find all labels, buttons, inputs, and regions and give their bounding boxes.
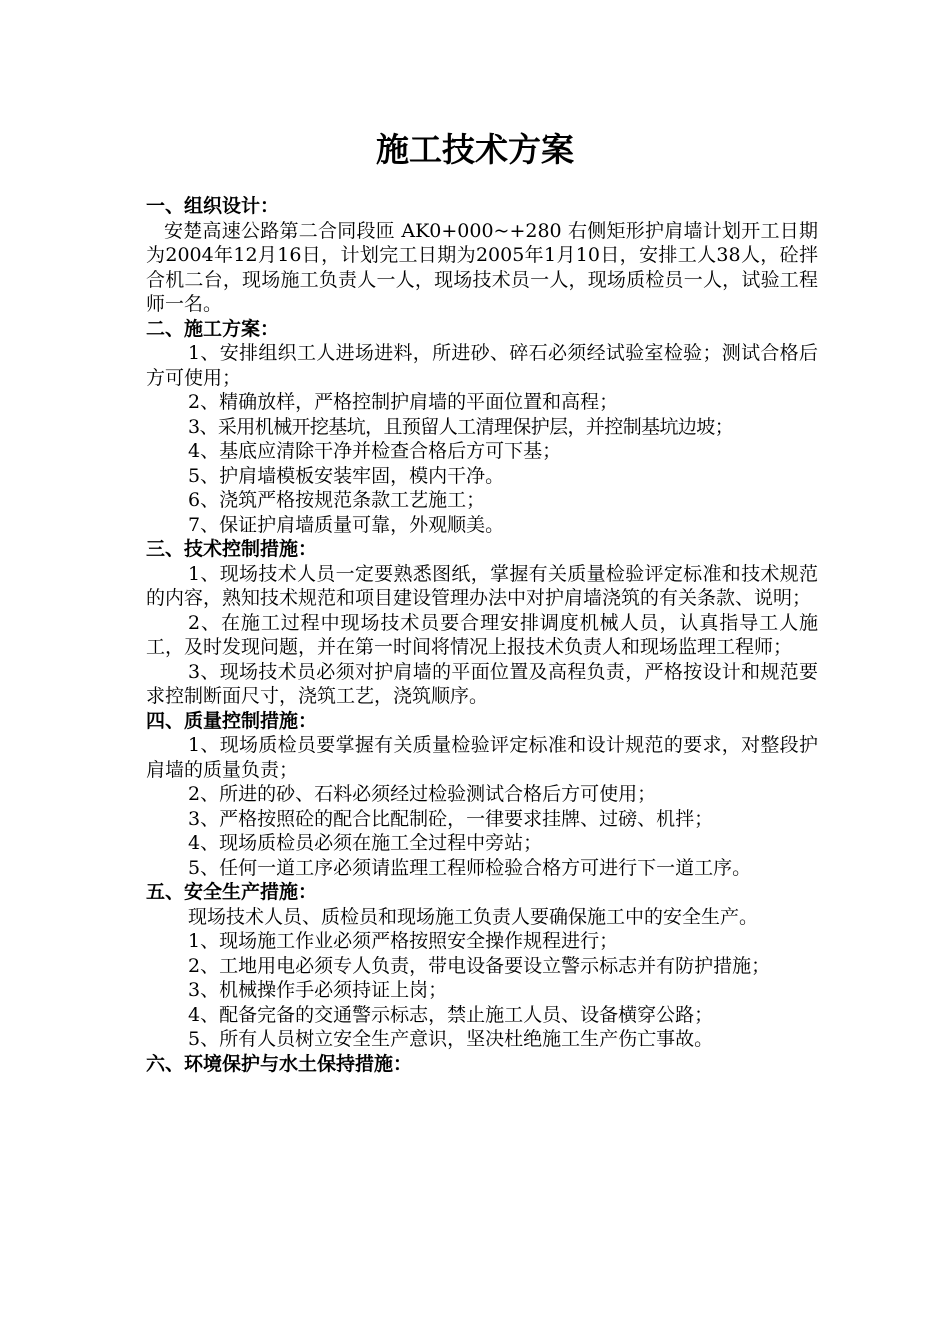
document-title: 施工技术方案 (376, 130, 574, 169)
paragraph: 安楚高速公路第二合同段匝 AK0+000~+280 右侧矩形护肩墙计划开工日期为2004年12月16日，计划完工日期为2005年1月10日，安排工人38人，砼拌合机二台，现场施工负责人一人，现场技术员一人，现场质检员一人，试验工程师一名。 (146, 219, 818, 315)
section-organization (146, 194, 818, 317)
paragraph: 7、保证护肩墙质量可靠，外观顺美。 (188, 513, 505, 536)
section-heading: 一、组织设计： (146, 195, 280, 217)
paragraph: 5、护肩墙模板安装牢固，模内干净。 (188, 464, 505, 487)
section-heading: 五、安全生产措施： (146, 881, 318, 903)
paragraph: 现场技术人员、质检员和现场施工负责人要确保施工中的安全生产。 (188, 905, 759, 928)
paragraph: 5、所有人员树立安全生产意识，坚决杜绝施工生产伤亡事故。 (188, 1028, 714, 1050)
paragraph: 1、现场技术人员一定要熟悉图纸，掌握有关质量检验评定标准和技术规范的内容，熟知技术规范和项目建设管理办法中对护肩墙浇筑的有关条款、说明； (146, 562, 818, 609)
paragraph: 3、机械操作手必须持证上岗； (188, 979, 448, 1001)
paragraph: 2、精确放样，严格控制护肩墙的平面位置和高程； (188, 391, 619, 413)
paragraph: 2、工地用电必须专人负责，带电设备要设立警示标志并有防护措施； (188, 954, 771, 977)
paragraph: 4、配备完备的交通警示标志，禁止施工人员、设备横穿公路； (188, 1003, 714, 1026)
section-quality-control (146, 709, 818, 881)
section-heading: 二、施工方案： (146, 317, 280, 340)
document-body (146, 194, 818, 1076)
paragraph: 3、采用机械开挖基坑，且预留人工清理保护层，并控制基坑边坡； (188, 415, 734, 438)
section-heading: 三、技术控制措施： (146, 538, 318, 560)
paragraph: 2、所进的砂、石料必须经过检验测试合格后方可使用； (188, 783, 657, 805)
section-technical-control (146, 537, 818, 709)
paragraph: 6、浇筑严格按规范条款工艺施工； (188, 489, 486, 511)
paragraph: 1、现场施工作业必须严格按照安全操作规程进行； (188, 930, 619, 952)
paragraph: 5、任何一道工序必须请监理工程师检验合格方可进行下一道工序。 (188, 856, 752, 879)
section-heading: 四、质量控制措施： (146, 709, 318, 732)
paragraph: 3、严格按照砼的配合比配制砼，一律要求挂牌、过磅、机拌； (188, 807, 714, 830)
paragraph: 1、现场质检员要掌握有关质量检验评定标准和设计规范的要求，对整段护肩墙的质量负责； (146, 734, 818, 781)
section-construction-plan (146, 317, 818, 538)
section-heading: 六、环境保护与水土保持措施： (146, 1052, 413, 1075)
paragraph: 1、安排组织工人进场进料，所进砂、碎石必须经试验室检验；测试合格后方可使用； (146, 342, 818, 389)
paragraph: 4、基底应清除干净并检查合格后方可下基； (188, 440, 562, 462)
paragraph: 4、现场质检员必须在施工全过程中旁站； (188, 832, 543, 854)
section-safety (146, 880, 818, 1052)
paragraph: 2、在施工过程中现场技术员要合理安排调度机械人员，认真指导工人施工，及时发现问题，并在第一时间将情况上报技术负责人和现场监理工程师； (146, 611, 818, 658)
paragraph: 3、现场技术员必须对护肩墙的平面位置及高程负责，严格按设计和规范要求控制断面尺寸，浇筑工艺，浇筑顺序。 (146, 660, 818, 707)
section-environment (146, 1052, 818, 1077)
